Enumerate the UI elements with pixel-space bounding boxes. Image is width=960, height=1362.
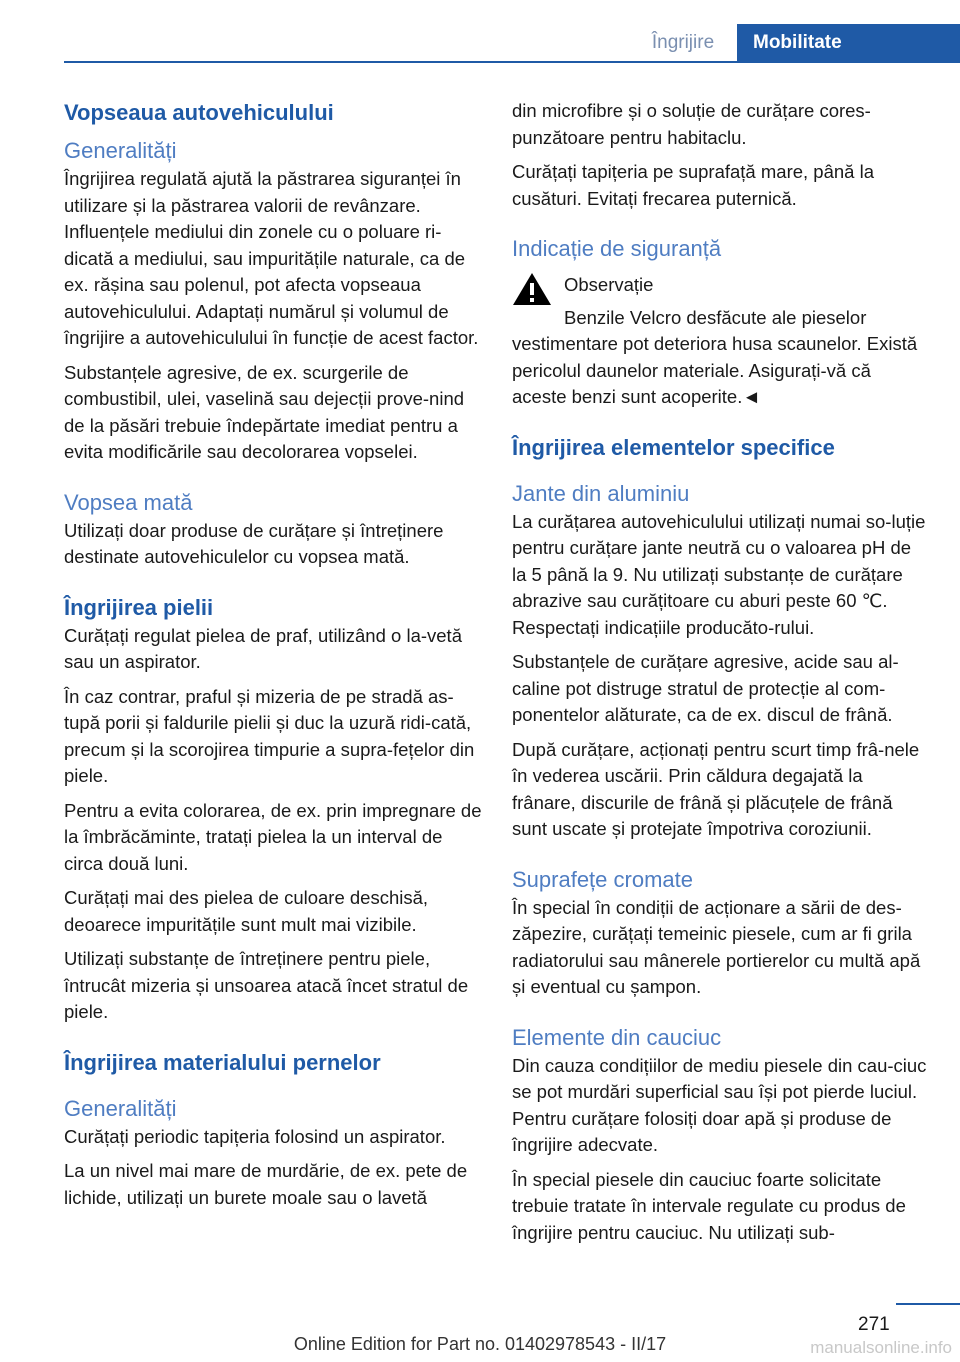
- page-number: 271: [858, 1314, 890, 1335]
- spacer: [512, 471, 930, 479]
- paragraph: Utilizați doar produse de curățare și întreținere destinate autovehiculelor cu vopsea mată.: [64, 519, 444, 567]
- paragraph: În special în condiții de acționare a sării de des‐zăpezire, curățați temeinic piesele, cum ar fi grila radiatorului sau mânerele portierelor cu multă apă și eventual cu șampon.: [512, 896, 921, 997]
- footer-divider: [896, 1303, 960, 1305]
- heading-vopseaua: Vopseaua autovehiculului: [64, 100, 334, 125]
- subheading-vopsea-mata: Vopsea mată: [64, 489, 193, 515]
- paragraph: Substanțele agresive, de ex. scurgerile de combustibil, ulei, vaselină sau dejecții prove‐nind de la păsări trebuie îndepărtate imediat pentru a evita modificările sau decolorarea vopselei.: [64, 361, 465, 462]
- spacer: [512, 851, 930, 865]
- heading-ingrijirea-pielii: Îngrijirea pielii: [64, 594, 214, 620]
- tab-mobilitate[interactable]: Mobilitate: [737, 24, 960, 62]
- safety-notice: [512, 272, 930, 411]
- warning-body: Benzile Velcro desfăcute ale pieselor vestimentare pot deteriora husa scaunelor. Există pericolul daunelor materiale. Asigurați-vă că aceste benzi sunt acoperite.◄: [512, 306, 918, 407]
- subheading-jante: Jante din aluminiu: [512, 480, 690, 506]
- paragraph: La un nivel mai mare de murdărie, de ex. pete de lichide, utilizați un burete moale sau o lavetă: [64, 1160, 468, 1208]
- subheading-indicatie-siguranta: Indicație de siguranță: [512, 236, 722, 261]
- paragraph: În special piesele din cauciuc foarte solicitate trebuie tratate în intervale regulate cu produs de îngrijire pentru cauciuc. Nu utilizați sub‐: [512, 1168, 906, 1243]
- paragraph: Curățați tapițeria pe suprafață mare, până la cusături. Evitați frecarea puternică.: [512, 161, 874, 209]
- spacer: [512, 1009, 930, 1023]
- spacer: [64, 1034, 482, 1048]
- subheading-suprafete-cromate: Suprafețe cromate: [512, 866, 693, 892]
- heading-elemente-specifice: Îngrijirea elementelor specifice: [512, 434, 835, 460]
- spacer: [64, 579, 482, 593]
- paragraph: Îngrijirea regulată ajută la păstrarea siguranței în utilizare și la păstrarea valorii de revânzare. Influențele mediului din zonele cu o poluare ri‐dicată a mediului, sau impuritățile naturale, ca de ex. rășina sau polenul, pot afecta vopseaua autovehiculului. Adaptați numărul și volumul de îngrijire a autovehiculului în funcție de acest factor.: [64, 168, 479, 348]
- paragraph: Pentru a evita colorarea, de ex. prin impregnare de la îmbrăcăminte, tratați pielea la un interval de circa două luni.: [64, 799, 482, 874]
- paragraph: Din cauza condițiilor de mediu piesele din cau‐ciuc se pot murdări superficial sau își pot pierde luciul. Pentru curățare folosiți doar apă și produse de îngrijire adecvate.: [512, 1054, 927, 1155]
- subheading-generalitati: Generalități: [64, 138, 177, 163]
- heading-ingrijirea-pernelor: Îngrijirea materialului pernelor: [64, 1049, 381, 1075]
- paragraph: din microfibre și o soluție de curățare cores‐punzătoare pentru habitaclu.: [512, 100, 871, 148]
- spacer: [64, 474, 482, 488]
- tab-ingrijire[interactable]: Îngrijire: [651, 32, 715, 53]
- paragraph: În caz contrar, praful și mizeria de pe stradă as‐tupă porii și faldurile pielii și duc la uzură ridi‐cată, precum și la scorojirea timpurie a supra‐fețelor din piele.: [64, 685, 475, 786]
- right-column: [512, 98, 930, 1254]
- subheading-elemente-cauciuc: Elemente din cauciuc: [512, 1024, 722, 1050]
- paragraph: Curățați mai des pielea de culoare deschisă, deoarece impuritățile sunt mult mai vizibile.: [64, 887, 429, 935]
- paragraph: Substanțele de curățare agresive, acide sau al‐caline pot distruge stratul de protecție al com‐ponentelor alăturate, ca de ex. discul de frână.: [512, 651, 899, 725]
- paragraph: Curățați regulat pielea de praf, utilizând o la‐vetă sau un aspirator.: [64, 624, 462, 672]
- left-column: [64, 98, 482, 1219]
- spacer: [64, 1086, 482, 1094]
- paragraph: Utilizați substanțe de întreținere pentru piele, întrucât mizeria și unsoarea atacă încet stratul de piele.: [64, 948, 469, 1022]
- warning-icon: [512, 272, 552, 306]
- spacer: [512, 419, 930, 433]
- watermark: manualsonline.info: [810, 1338, 952, 1357]
- paragraph: La curățarea autovehiculului utilizați numai so‐luție pentru curățare jante neutră cu o valoarea pH de la 5 până la 9. Nu utilizați substanțe de curățare abrazive sau curățitoare cu aburi peste 60 ℃. Respectați indicațiile producăto‐rului.: [512, 510, 926, 638]
- spacer: [512, 220, 930, 234]
- page-header: [0, 0, 960, 62]
- subheading-generalitati-2: Generalități: [64, 1095, 177, 1121]
- edition-note: Online Edition for Part no. 01402978543 - II/17: [293, 1334, 667, 1354]
- paragraph: Curățați periodic tapițeria folosind un aspirator.: [64, 1125, 446, 1147]
- warning-title: Observație: [564, 274, 654, 295]
- header-divider: [64, 61, 960, 63]
- paragraph: După curățare, acționați pentru scurt timp frâ‐nele în vederea uscării. Prin căldura degajată la frânare, discurile de frână și plăcuțele de frână sunt uscate și protejate împotriva coroziunii.: [512, 738, 920, 839]
